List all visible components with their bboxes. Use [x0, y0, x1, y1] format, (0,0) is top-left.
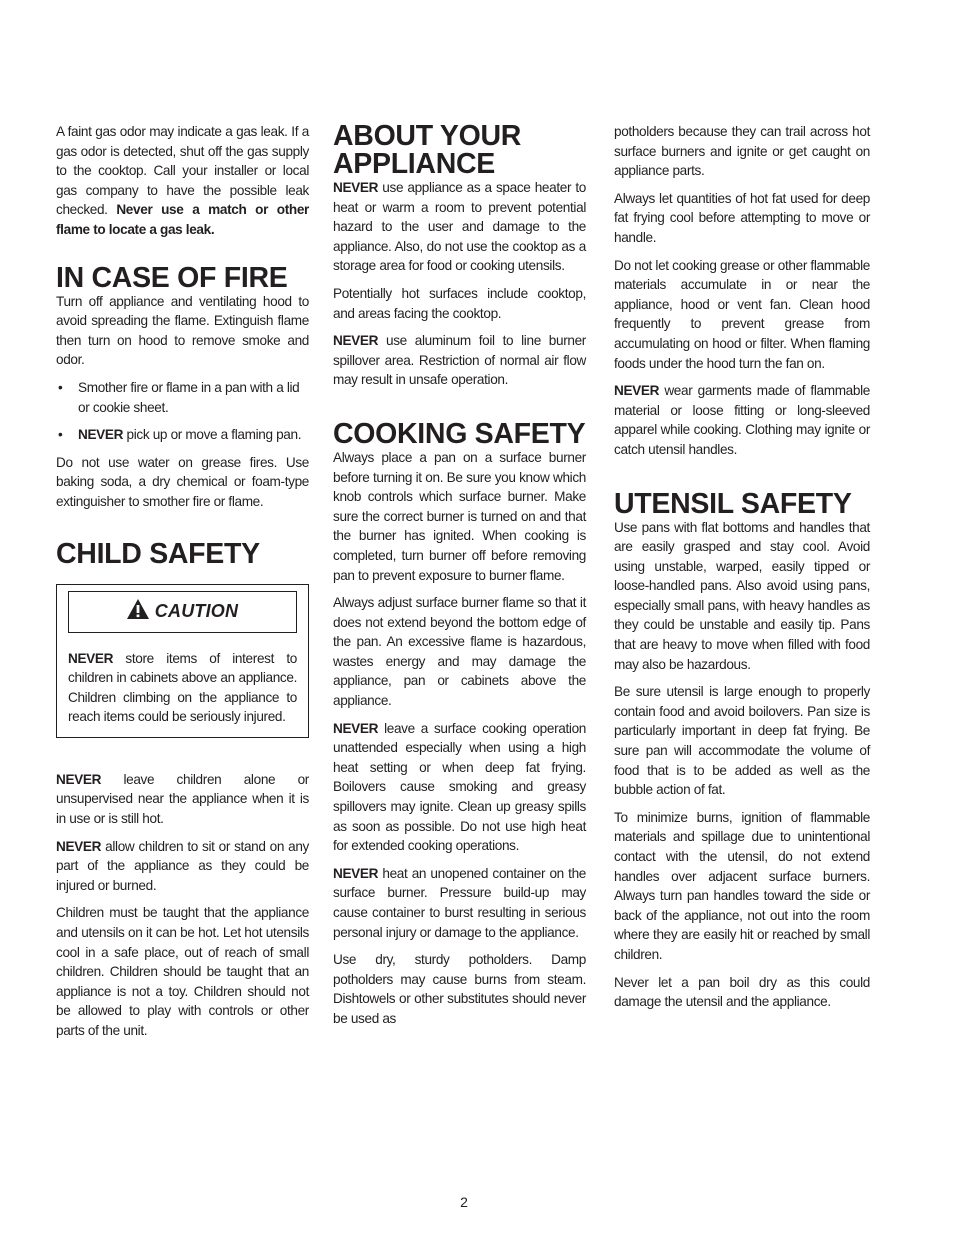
page-number: 2	[460, 1194, 468, 1210]
fire-intro: Turn off appliance and ventilating hood to avoid spreading the flame. Extinguish flame then turn on hood to remove smoke and odor.	[56, 293, 309, 368]
potholders-paragraph: potholders because they can trail across hot surface burners and ignite or get caught on appliance parts.	[614, 124, 870, 179]
caution-header	[68, 591, 297, 633]
child-paragraph-2: NEVER allow children to sit or stand on any part of the appliance as they could be injured or burned.	[56, 838, 309, 893]
utensil-paragraph-4: Never let a pan boil dry as this could damage the utensil and the appliance.	[614, 974, 870, 1010]
heading-in-case-of-fire: IN CASE OF FIRE	[56, 261, 288, 294]
cooking-paragraph-4: NEVER heat an unopened container on the surface burner. Pressure build-up may cause container to burst resulting in serious personal injury or damage to the appliance.	[333, 865, 586, 940]
caution-label: CAUTION	[154, 601, 239, 621]
utensil-paragraph-2: Be sure utensil is large enough to properly contain food and avoid boilovers. Pan size is particularly important in deep fat frying. Be sure pan will accommodate the volume of food that is to be added as well as the bubble action of fat.	[614, 684, 870, 798]
cooking-paragraph-5: Use dry, sturdy potholders. Damp potholders may cause burns from steam. Dishtowels or other substitutes should never be used as	[333, 952, 586, 1026]
column-left	[56, 122, 309, 1049]
utensil-paragraph-1: Use pans with flat bottoms and handles that are easily grasped and stay cool. Avoid using unstable, warped, easily tipped or loose-handled pans. Also avoid using pans, especially small pans, with heavy handles as they could be unstable and easily tip. Pans that are heavy to move when filled with food may also be hazardous.	[614, 519, 870, 672]
column-middle	[333, 122, 586, 1037]
child-paragraph-3: Children must be taught that the appliance and utensils on it can be hot. Let hot utensils cool in a safe place, out of reach of small children. Children should be taught that an appliance is not a toy. Children should not be allowed to play with controls or other parts of the unit.	[56, 905, 309, 1038]
about-paragraph-3: NEVER use aluminum foil to line burner spillover area. Restriction of normal air flow may result in unsafe operation.	[333, 333, 586, 388]
cooking-paragraph-2: Always adjust surface burner flame so that it does not extend beyond the bottom edge of the pan. An excessive flame is hazardous, wastes energy and may damage the appliance, pan or cabinets above the appliance.	[333, 595, 586, 709]
hot-fat-paragraph: Always let quantities of hot fat used for deep fat frying cool before attempting to move or handle.	[614, 190, 870, 245]
gas-leak-paragraph: A faint gas odor may indicate a gas leak. If a gas odor is detected, shut off the gas supply to the cooktop. Call your installer or local gas company to have the possible leak checked. Never use a match or other flame to locate a gas leak.	[56, 124, 309, 237]
grease-paragraph: Do not let cooking grease or other flammable materials accumulate in or near the appliance, hood or vent fan. Clean hood frequently to prevent grease from accumulating on hood or filter. When flaming foods under the hood turn the fan on.	[614, 257, 870, 371]
utensil-paragraph-3: To minimize burns, ignition of flammable materials and spillage due to unintentional contact with the utensil, do not extend handles over adjacent surface burners. Always turn pan handles toward the side or back of the appliance, not out into the room where they are easily hit or reached by small children.	[614, 809, 870, 962]
heading-utensil-safety: UTENSIL SAFETY	[614, 487, 852, 520]
heading-child-safety: CHILD SAFETY	[56, 537, 260, 570]
about-paragraph-1: NEVER use appliance as a space heater to heat or warm a room to prevent potential hazard to the user and damage to the appliance. Also, do not use the cooktop as a storage area for food or cooking utensils.	[333, 180, 586, 274]
column-right	[614, 122, 870, 1020]
cooking-paragraph-3: NEVER leave a surface cooking operation unattended especially when using a high heat setting or when deep fat frying. Boilovers cause smoking and greasy spillovers may ignite. Clean up greasy spills as soon as possible. Do not use high heat for extended cooking operations.	[333, 720, 586, 854]
heading-cooking-safety: COOKING SAFETY	[333, 417, 586, 450]
heading-about-your-appliance: ABOUT YOUR APPLIANCE	[333, 120, 522, 180]
cooking-paragraph-1: Always place a pan on a surface burner before turning it on. Be sure you know which knob controls which surface burner. Make sure the correct burner is turned on and that the burner has ignited. When cooking is completed, turn burner off before removing pan to prevent exposure to burner flame.	[333, 449, 586, 583]
list-item: • Smother fire or flame in a pan with a lid or cookie sheet.	[56, 378, 309, 417]
child-paragraph-1: NEVER leave children alone or unsupervised near the appliance when it is in use or is still hot.	[56, 771, 309, 827]
caution-text: NEVER store items of interest to children in cabinets above an appliance. Children climbing on the appliance to reach items could be seriously injured.	[68, 650, 297, 725]
list-item: • NEVER pick up or move a flaming pan.	[56, 425, 309, 445]
fire-water-paragraph: Do not use water on grease fires. Use baking soda, a dry chemical or foam-type extinguisher to smother fire or flame.	[56, 454, 309, 509]
warning-triangle-icon	[127, 599, 149, 624]
gas-leak-warning: Never use a match or other flame to locate a gas leak.	[56, 202, 309, 237]
caution-box	[56, 584, 309, 738]
fire-bullet-list	[56, 378, 309, 445]
about-paragraph-2: Potentially hot surfaces include cooktop, and areas facing the cooktop.	[333, 285, 586, 321]
garments-paragraph: NEVER wear garments made of flammable material or loose fitting or long-sleeved apparel while cooking. Clothing may ignite or catch utensil handles.	[614, 383, 870, 457]
